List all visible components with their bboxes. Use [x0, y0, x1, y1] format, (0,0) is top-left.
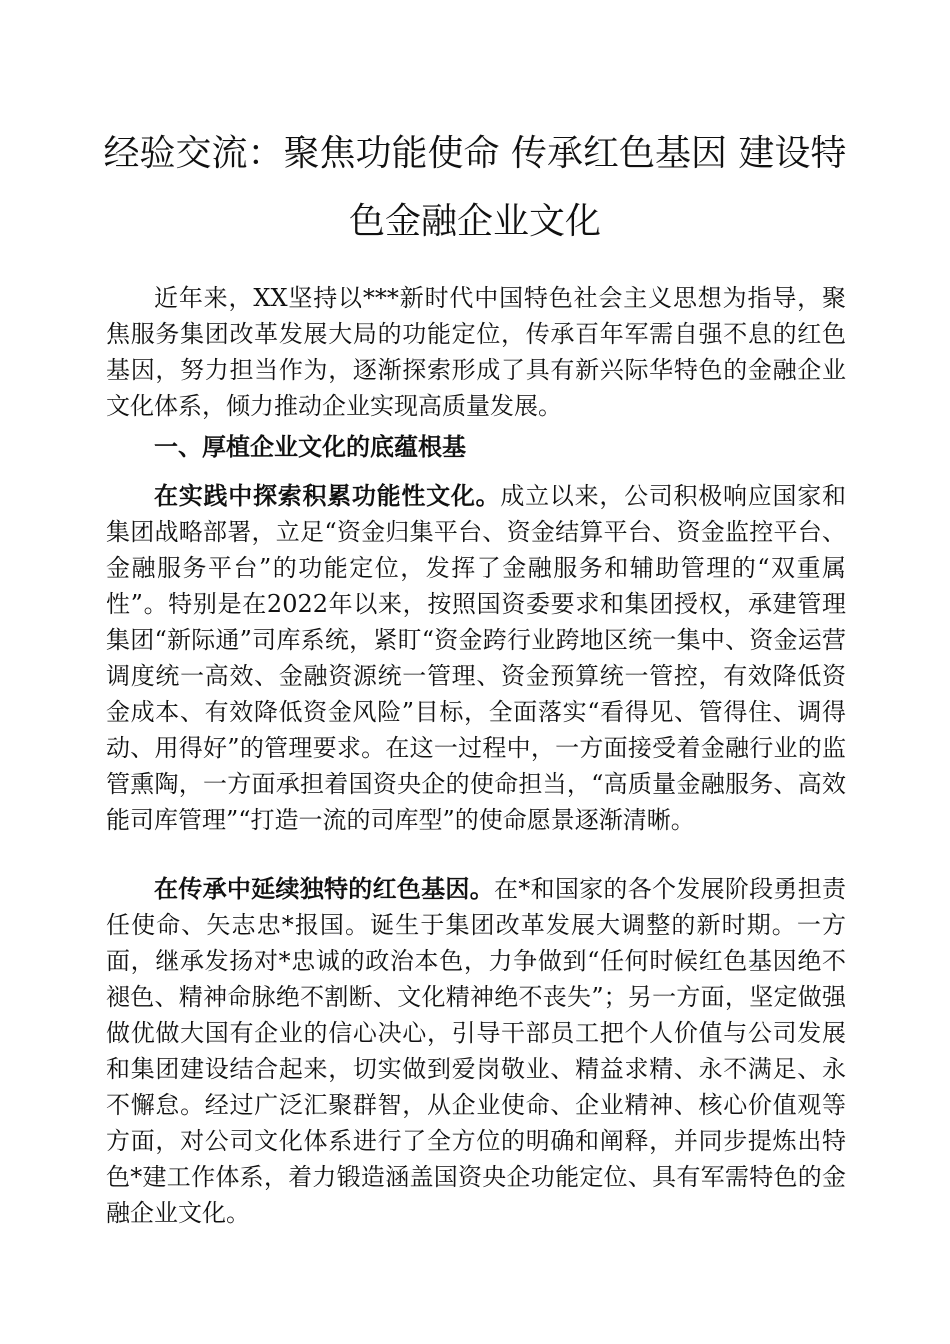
intro-paragraph: 近年来，XX坚持以***新时代中国特色社会主义思想为指导，聚焦服务集团改革发展大局的功能定位，传承百年军需自强不息的红色基因，努力担当作为，逐渐探索形成了具有新兴际华特色的金融企业文化体系，倾力推动企业实现高质量发展。	[106, 284, 846, 420]
paragraph-body-red-gene: 在*和国家的各个发展阶段勇担责任使命、矢志忠*报国。诞生于集团改革发展大调整的新时期。一方面，继承发扬对*忠诚的政治本色，力争做到“任何时候红色基因绝不褪色、精神命脉绝不割断、文化精神绝不丧失”；另一方面，坚定做强做优做大国有企业的信心决心，引导干部员工把个人价值与公司发展和集团建设结合起来，切实做到爱岗敬业、精益求精、永不满足、永不懈怠。经过广泛汇聚群智，从企业使命、企业精神、核心价值观等方面，对公司文化体系进行了全方位的明确和阐释，并同步提炼出特色*建工作体系，着力锻造涵盖国资央企功能定位、具有军需特色的金融企业文化。	[106, 875, 846, 1227]
section-heading-1: 一、厚植企业文化的底蕴根基	[154, 432, 466, 461]
paragraph-lead-red-gene: 在传承中延续独特的红色基因。	[154, 875, 494, 903]
paragraph-functional-culture	[106, 478, 846, 838]
paragraph-red-gene	[106, 871, 846, 1231]
paragraph-body-functional-culture: 成立以来，公司积极响应国家和集团战略部署，立足“资金归集平台、资金结算平台、资金监控平台、金融服务平台”的功能定位，发挥了金融服务和辅助管理的“双重属性”。特别是在2022年以来，按照国资委要求和集团授权，承建管理集团“新际通”司库系统，紧盯“资金跨行业跨地区统一集中、资金运营调度统一高效、金融资源统一管理、资金预算统一管控，有效降低资金成本、有效降低资金风险”目标，全面落实“看得见、管得住、调得动、用得好”的管理要求。在这一过程中，一方面接受着金融行业的监管熏陶，一方面承担着国资央企的使命担当，“高质量金融服务、高效能司库管理”“打造一流的司库型”的使命愿景逐渐清晰。	[106, 482, 847, 834]
document-title-line-1: 经验交流：聚焦功能使命 传承红色基因 建设特	[103, 133, 847, 174]
paragraph-lead-functional-culture: 在实践中探索积累功能性文化。	[154, 482, 501, 510]
document-title-line-2: 色金融企业文化	[348, 201, 601, 242]
